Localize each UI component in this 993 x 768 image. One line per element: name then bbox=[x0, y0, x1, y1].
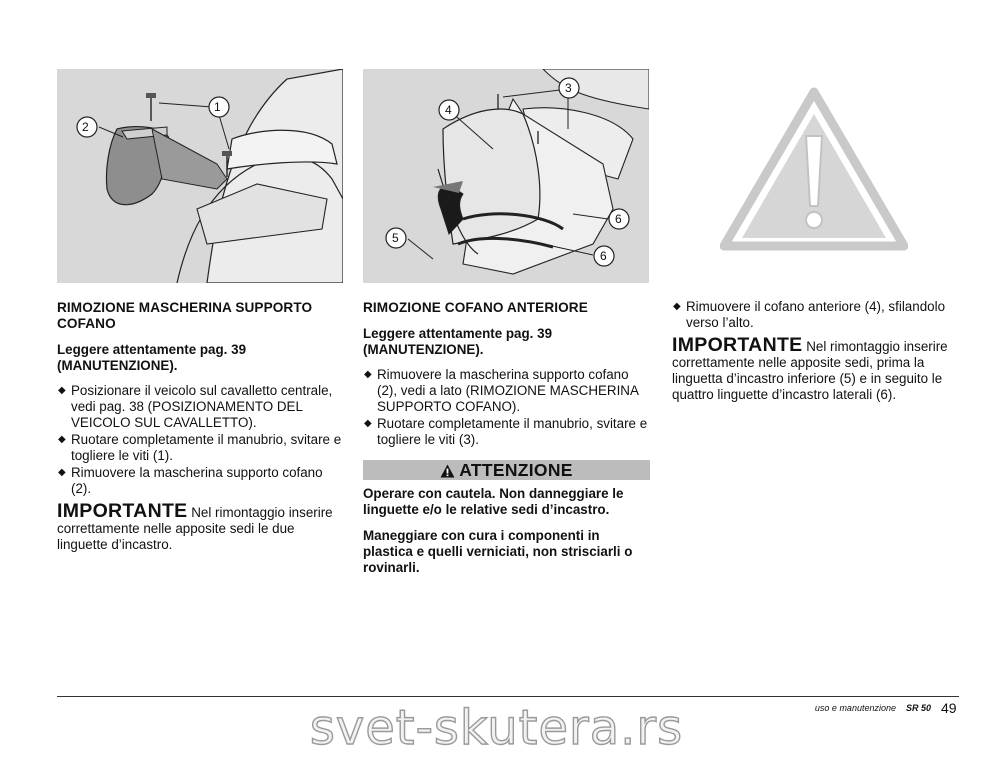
diamond-bullet-icon: ◆ bbox=[58, 385, 66, 396]
list-item: ◆ Ruotare completamente il manubrio, svitare e togliere le viti (3). bbox=[364, 416, 648, 447]
list-item: ◆ Rimuovere la mascherina supporto cofano (2), vedi a lato (RIMOZIONE MASCHERINA SUPPORTO COFANO). bbox=[364, 367, 639, 414]
figure-mascherina-removal bbox=[57, 69, 343, 283]
bullet-list bbox=[57, 383, 344, 497]
illustration-mascherina bbox=[57, 69, 343, 283]
list-item: ◆ Ruotare completamente il manubrio, svitare e togliere le viti (1). bbox=[58, 432, 342, 463]
figure-cofano-removal bbox=[363, 69, 649, 283]
page-number: 49 bbox=[941, 700, 957, 716]
diamond-bullet-icon: ◆ bbox=[673, 301, 681, 312]
attention-text bbox=[363, 486, 650, 576]
important-label: IMPORTANTE bbox=[672, 334, 803, 356]
diamond-bullet-icon: ◆ bbox=[58, 434, 66, 445]
bullet-list bbox=[672, 299, 958, 331]
footer-rule bbox=[57, 696, 959, 697]
lead-text: Leggere attentamente pag. 39 (MANUTENZIONE). bbox=[363, 326, 553, 357]
watermark: svet-skutera.rs bbox=[309, 700, 684, 756]
column-cofano-continued bbox=[672, 299, 958, 403]
section-heading: RIMOZIONE COFANO ANTERIORE bbox=[363, 300, 588, 315]
diamond-bullet-icon: ◆ bbox=[364, 418, 372, 429]
attention-paragraph: Operare con cautela. Non danneggiare le linguette e/o le relative sedi d’incastro. bbox=[363, 486, 624, 517]
warning-icon bbox=[440, 464, 455, 478]
column-mascherina bbox=[57, 300, 344, 553]
callout-2: 2 bbox=[82, 120, 89, 134]
list-item: ◆ Posizionare il veicolo sul cavalletto centrale, vedi pag. 38 (POSIZIONAMENTO DEL VEICOLO SUL CAVALLETTO). bbox=[58, 383, 333, 430]
attention-paragraph: Maneggiare con cura i componenti in plastica e quelli verniciati, non strisciarli o rovinarli. bbox=[363, 528, 633, 575]
callout-5: 5 bbox=[392, 231, 399, 245]
warning-triangle-icon bbox=[720, 86, 908, 252]
footer-meta bbox=[815, 703, 931, 713]
list-item: ◆ Rimuovere il cofano anteriore (4), sfilandolo verso l’alto. bbox=[673, 299, 946, 330]
diamond-bullet-icon: ◆ bbox=[58, 467, 66, 478]
attention-banner bbox=[363, 460, 650, 480]
important-note bbox=[672, 334, 958, 403]
important-text: Nel rimontaggio inserire correttamente nelle apposite sedi, prima la linguetta d’incastro inferiore (5) e in seguito le quattro linguette d’incastro laterali (6). bbox=[672, 339, 948, 402]
footer-model: SR 50 bbox=[905, 703, 931, 713]
footer-section: uso e manutenzione bbox=[814, 703, 896, 713]
callout-6b: 6 bbox=[600, 249, 607, 263]
callout-4: 4 bbox=[445, 103, 452, 117]
diamond-bullet-icon: ◆ bbox=[364, 369, 372, 380]
attention-label: ATTENZIONE bbox=[459, 460, 573, 480]
important-note bbox=[57, 500, 344, 553]
section-heading: RIMOZIONE MASCHERINA SUPPORTO COFANO bbox=[57, 300, 313, 331]
list-item: ◆ Rimuovere la mascherina supporto cofano (2). bbox=[58, 465, 323, 496]
callout-6a: 6 bbox=[615, 212, 622, 226]
lead-text: Leggere attentamente pag. 39 (MANUTENZIONE). bbox=[57, 342, 247, 373]
callout-1: 1 bbox=[214, 100, 221, 114]
important-text: Nel rimontaggio inserire correttamente nelle apposite sedi le due linguette d’incastro. bbox=[57, 505, 333, 552]
important-label: IMPORTANTE bbox=[57, 500, 188, 522]
column-cofano bbox=[363, 300, 650, 586]
callout-3: 3 bbox=[565, 81, 572, 95]
bullet-list bbox=[363, 367, 650, 448]
